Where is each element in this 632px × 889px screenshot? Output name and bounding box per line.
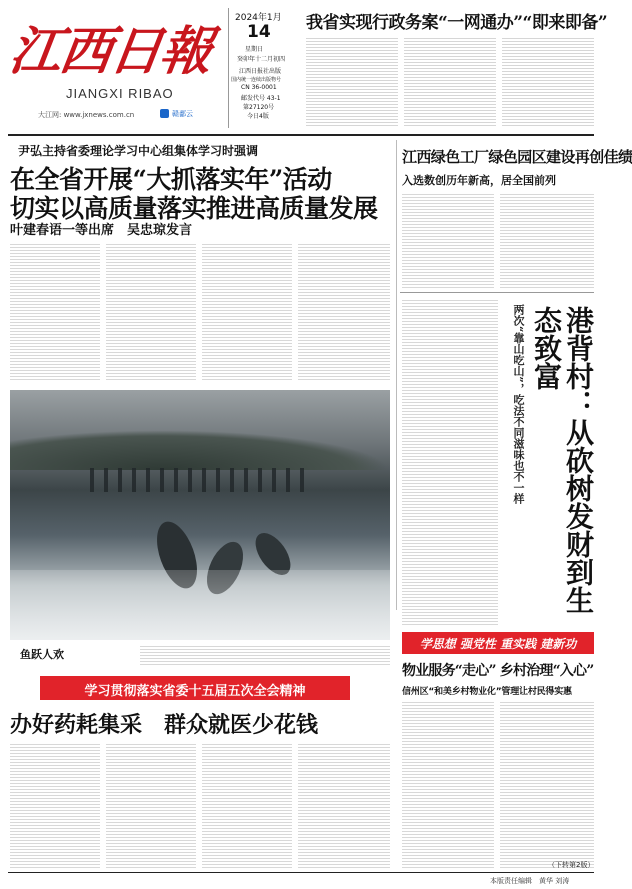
photo: [10, 390, 390, 640]
photo-caption-label: 鱼跃人欢: [20, 648, 64, 661]
top-story-body-3: [502, 36, 594, 128]
continue-note: （下转第2版）: [548, 861, 595, 869]
top-story-title[interactable]: 我省实现行政务案“一网通办”“即来即备”: [306, 13, 608, 33]
page-count: 今日4版: [247, 113, 269, 120]
date-box: [228, 8, 302, 128]
medicine-body-col4: [298, 742, 390, 868]
top-story: [306, 6, 608, 132]
photo-splash: [10, 570, 390, 640]
green-story-body: [402, 192, 494, 288]
feature-vertical-title[interactable]: 港背村：从砍树发财到生态致富: [530, 306, 595, 614]
material-subtitle: 信州区“和美乡村物业化”管理让村民得实惠: [402, 687, 572, 697]
medicine-body-col2: [106, 742, 196, 868]
feature-vertical-kicker: 两次“靠山吃山”，吃法不同滋味也不一样: [512, 304, 525, 504]
masthead-logo: 江西日報: [5, 21, 215, 82]
app-label: 赣鄱云: [172, 110, 193, 118]
lead-title-line1[interactable]: 在全省开展“大抓落实年”活动: [10, 165, 332, 194]
material-title[interactable]: 物业服务“走心” 乡村治理“入心”: [402, 663, 594, 679]
feature-vertical-box: [504, 298, 594, 628]
green-story-body-2: [500, 192, 594, 288]
photo-caption-text: [140, 644, 390, 666]
masthead-contact[interactable]: 大江网: www.jxnews.com.cn: [38, 111, 135, 119]
footer-rule: [8, 872, 594, 873]
material-body-col2: [500, 700, 594, 868]
lead-body-col2: [106, 242, 196, 382]
green-story-rule: [400, 292, 594, 293]
feature-body-col1: [402, 298, 498, 626]
green-story-title[interactable]: 江西绿色工厂绿色园区建设再创佳绩: [402, 148, 632, 166]
top-story-body-2: [404, 36, 496, 128]
date-day: 14: [247, 22, 271, 42]
photo-fishermen: [90, 468, 310, 492]
plenum-banner: [40, 676, 350, 700]
lunar-date: 癸卯年十二月初四: [237, 56, 286, 63]
cn-code: CN 36-0001: [241, 84, 277, 91]
app-icon: [160, 109, 169, 118]
green-story-subtitle: 入选数创历年新高，居全国前列: [402, 174, 556, 187]
masthead-divider: [8, 134, 594, 136]
medicine-title[interactable]: 办好药耗集采 群众就医少花钱: [10, 712, 319, 738]
footer-editor: 本版责任编辑 黄华 刘涛: [490, 877, 570, 885]
column-divider: [396, 140, 397, 610]
medicine-body-col1: [10, 742, 100, 868]
issue-number: 第27120号: [243, 104, 275, 111]
top-story-body: [306, 36, 398, 128]
photo-hills: [10, 430, 390, 470]
lead-title-line2[interactable]: 切实以高质量落实推进高质量发展: [10, 194, 378, 223]
masthead: [5, 6, 226, 128]
slogan-banner: [402, 632, 594, 654]
material-body-col1: [402, 700, 494, 868]
medicine-body-col3: [202, 742, 292, 868]
lead-subtitle: 叶建春语一等出席 吴忠琼发言: [10, 223, 193, 238]
lead-body-col1: [10, 242, 100, 382]
lead-kicker: 尹弘主持省委理论学习中心组集体学习时强调: [18, 144, 259, 158]
publisher: 江西日报社出版: [239, 68, 282, 75]
cn-code-label: 国内统一连续出版物号: [231, 77, 282, 83]
weekday: 星期日: [245, 46, 264, 53]
plenum-text: 学习贯彻落实省委十五届五次全会精神: [84, 684, 306, 699]
date-line: 2024年1月: [235, 13, 282, 23]
postal-code: 邮发代号 43-1: [241, 95, 281, 102]
lead-body-col4: [298, 242, 390, 382]
slogan-text: 学思想 强党性 重实践 建新功: [419, 637, 577, 651]
masthead-pinyin: JIANGXI RIBAO: [66, 86, 174, 101]
lead-body-col3: [202, 242, 292, 382]
